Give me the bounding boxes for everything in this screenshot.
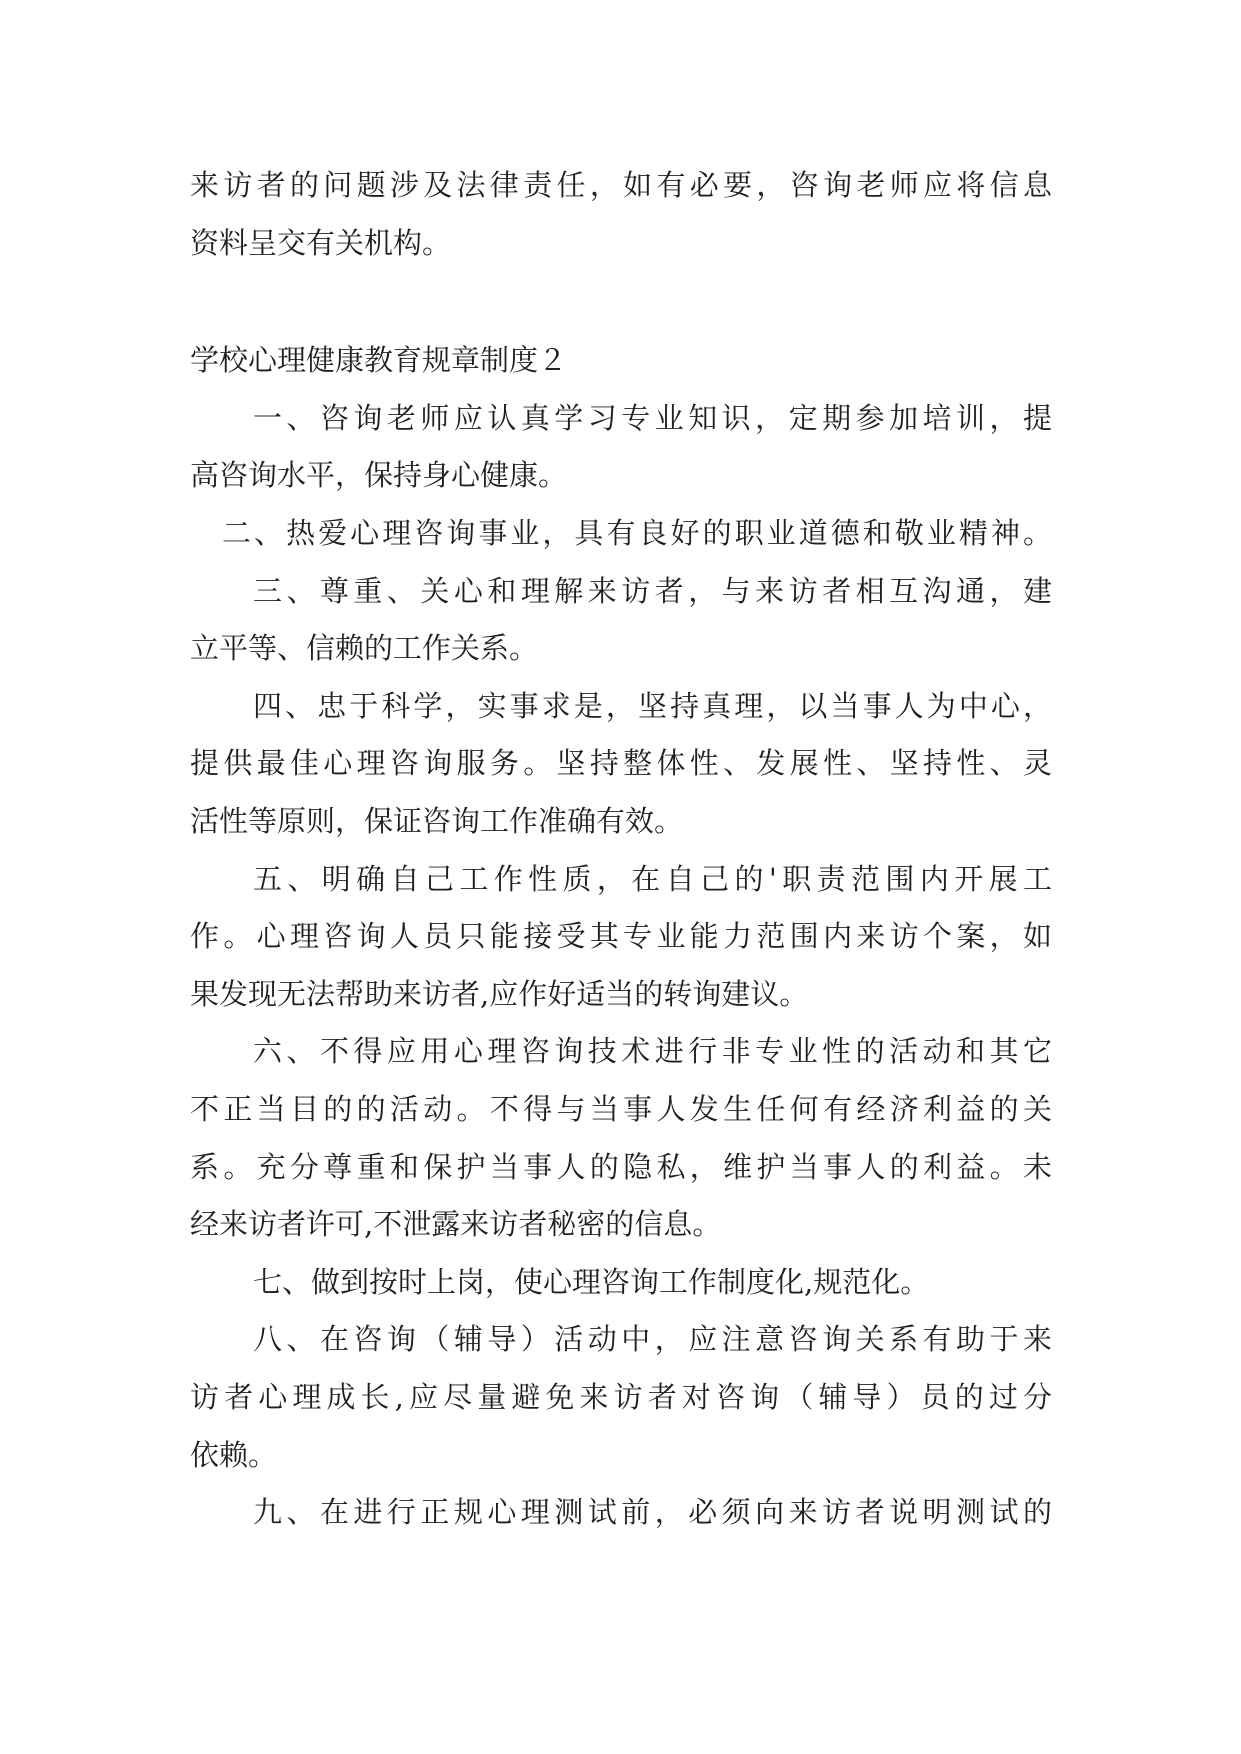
item-4-line-3: 活性等原则，保证咨询工作准确有效。 [190,804,684,838]
item-3-line-2: 立平等、信赖的工作关系。 [190,631,539,665]
item-2-line-1: 二、热爱心理咨询事业，具有良好的职业道德和敬业精神。 [222,516,1052,550]
item-1-line-1: 一、咨询老师应认真学习专业知识，定期参加培训，提 [253,401,1052,435]
item-4-line-2: 提供最佳心理咨询服务。坚持整体性、发展性、坚持性、灵 [190,746,1052,780]
item-6-line-4: 经来访者许可,不泄露来访者秘密的信息。 [190,1207,722,1241]
continuation-line-1: 来访者的问题涉及法律责任，如有必要，咨询老师应将信息 [190,168,1052,202]
continuation-line-2: 资料呈交有关机构。 [190,226,452,260]
item-5-line-3: 果发现无法帮助来访者,应作好适当的转询建议。 [190,977,809,1011]
item-4-line-1: 四、忠于科学，实事求是，坚持真理，以当事人为中心， [253,689,1052,723]
item-9-line-1: 九、在进行正规心理测试前，必须向来访者说明测试的 [253,1495,1052,1529]
item-6-line-3: 系。充分尊重和保护当事人的隐私，维护当事人的利益。未 [190,1150,1052,1184]
item-8-line-3: 依赖。 [190,1438,278,1472]
item-3-line-1: 三、尊重、关心和理解来访者，与来访者相互沟通，建 [253,574,1052,608]
item-5-line-2: 作。心理咨询人员只能接受其专业能力范围内来访个案，如 [190,919,1052,953]
item-8-line-2: 访者心理成长,应尽量避免来访者对咨询（辅导）员的过分 [190,1380,1052,1414]
item-8-line-1: 八、在咨询（辅导）活动中，应注意咨询关系有助于来 [253,1322,1052,1356]
item-1-line-2: 高咨询水平，保持身心健康。 [190,458,568,492]
section-title: 学校心理健康教育规章制度２ [190,343,568,377]
item-7-line-1: 七、做到按时上岗，使心理咨询工作制度化,规范化。 [253,1265,930,1299]
item-5-line-1: 五、明确自己工作性质，在自己的'职责范围内开展工 [253,862,1052,896]
item-6-line-1: 六、不得应用心理咨询技术进行非专业性的活动和其它 [253,1034,1052,1068]
item-6-line-2: 不正当目的的活动。不得与当事人发生任何有经济利益的关 [190,1092,1052,1126]
